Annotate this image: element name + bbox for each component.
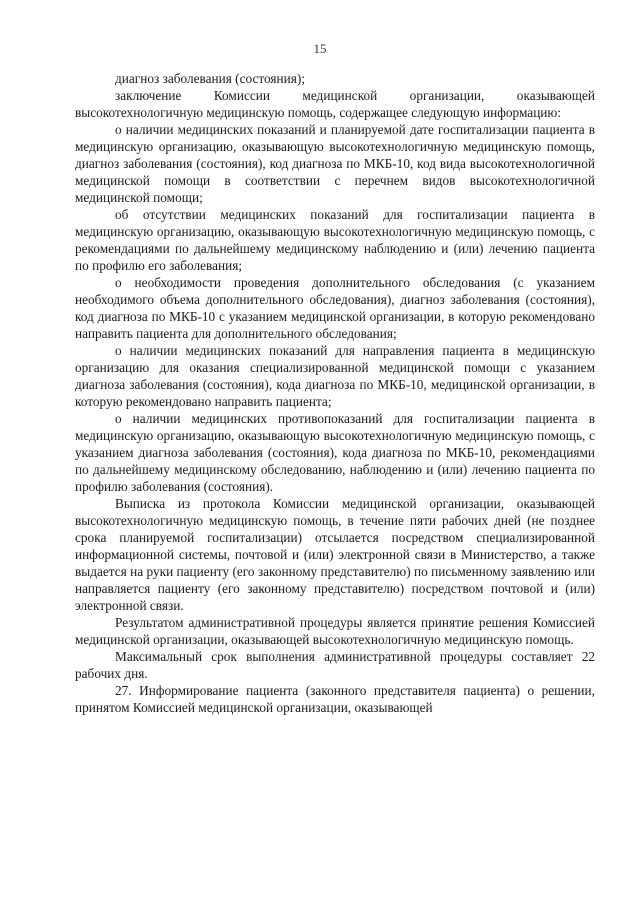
paragraph-additional-examination: о необходимости проведения дополнительного обследования (с указанием необходимого объема дополнительного обследования), диагноз заболевания (состояния), код диагноза по МКБ-10 с указанием медицинской организации, в которую рекомендовано направить пациента для дополнительного обследования; — [75, 275, 595, 341]
paragraph-contraindications: о наличии медицинских противопоказаний для госпитализации пациента в медицинскую организацию, оказывающую высокотехнологичную медицинскую помощь, с указанием диагноза заболевания (состояния), кода диагноза по МКБ-10, рекомендациями по дальнейшему медицинскому обследованию, наблюдению и (или) лечению пациента по профилю заболевания (состояния). — [75, 411, 595, 494]
page-number: 15 — [313, 41, 327, 56]
paragraph-section-27: 27. Информирование пациента (законного представителя пациента) о решении, принятом Комиссией медицинской организации, оказывающей — [75, 683, 595, 715]
paragraph-indications-absent: об отсутствии медицинских показаний для госпитализации пациента в медицинскую организацию, оказывающую высокотехнологичную медицинскую помощь, с рекомендациями по дальнейшему медицинскому наблюдению и (или) лечению пациента по профилю его заболевания; — [75, 207, 595, 273]
paragraph-specialized-care-referral: о наличии медицинских показаний для направления пациента в медицинскую организацию для оказания специализированной медицинской помощи с указанием диагноза заболевания (состояния), кода диагноза по МКБ-10, медицинской организации, в которую рекомендовано направить пациента; — [75, 343, 595, 409]
paragraph-commission-conclusion: заключение Комиссии медицинской организации, оказывающей высокотехнологичную медицинскую помощь, содержащее следующую информацию: — [75, 88, 595, 120]
document-body — [75, 70, 595, 716]
paragraph-protocol-extract: Выписка из протокола Комиссии медицинской организации, оказывающей высокотехнологичную медицинскую помощь, в течение пяти рабочих дней (не позднее срока планируемой госпитализации) отсылается посредством специализированной информационной системы, почтовой и (или) электронной связи в Министерство, а также выдается на руки пациенту (его законному представителю) по письменному заявлению или направляется пациенту (его законному представителю) посредством почтовой и (или) электронной связи. — [75, 496, 595, 613]
paragraph-max-duration: Максимальный срок выполнения административной процедуры составляет 22 рабочих дня. — [75, 649, 595, 681]
paragraph-indications-present: о наличии медицинских показаний и планируемой дате госпитализации пациента в медицинскую организацию, оказывающую высокотехнологичную медицинскую помощь, диагноз заболевания (состояния), код диагноза по МКБ-10, код вида высокотехнологичной медицинской помощи в соответствии с перечнем видов высокотехнологичной медицинской помощи; — [75, 122, 595, 205]
paragraph-procedure-result: Результатом административной процедуры является принятие решения Комиссией медицинской организации, оказывающей высокотехнологичную медицинскую помощь. — [75, 615, 595, 647]
paragraph-diagnosis: диагноз заболевания (состояния); — [115, 71, 306, 86]
